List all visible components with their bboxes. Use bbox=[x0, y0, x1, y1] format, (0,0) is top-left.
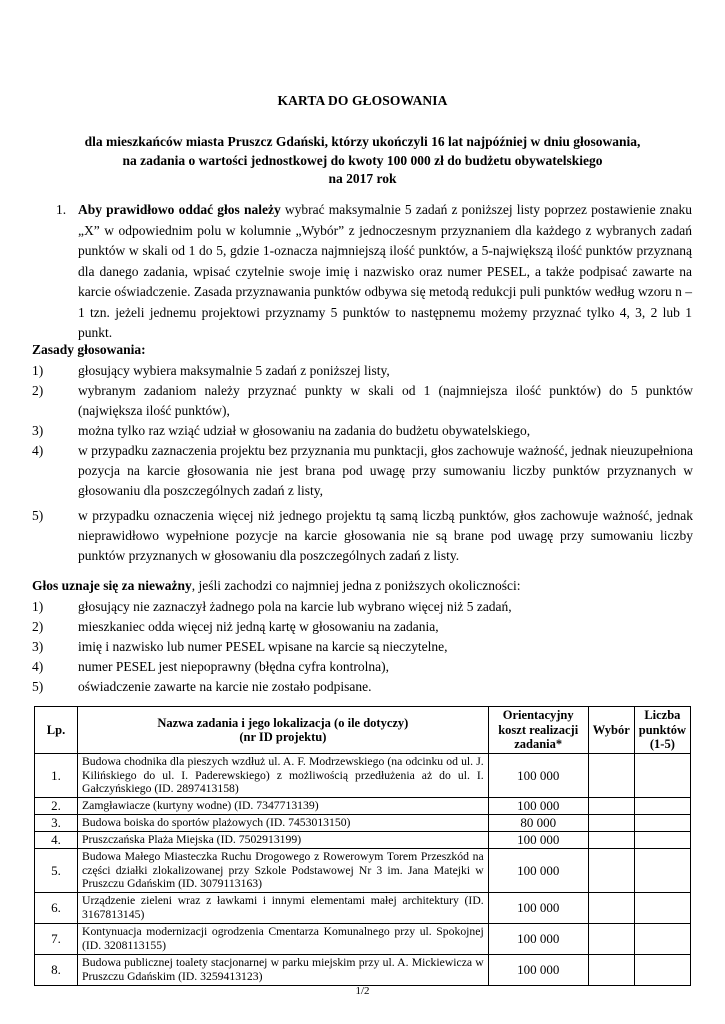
row-cost: 100 000 bbox=[488, 893, 588, 924]
rule-item bbox=[32, 381, 693, 421]
rule-number: 5) bbox=[32, 508, 44, 523]
instruction-text bbox=[78, 200, 692, 344]
subtitle-line: na zadania o wartości jednostkowej do kwoty 100 000 zł do budżetu obywatelskiego bbox=[122, 152, 603, 168]
header-task-name-line: Nazwa zadania i jego lokalizacja (o ile dotyczy) bbox=[157, 715, 409, 730]
invalid-item bbox=[32, 617, 693, 637]
row-cost: 100 000 bbox=[488, 798, 588, 815]
row-task-name: Budowa chodnika dla pieszych wzdłuż ul. A. F. Modrzewskiego (na odcinku od ul. J. Kilińskiego do ul. I. Paderewskiego) z możliwością przedłużenia aż do ul. I. Gałczyńskiego (ID. 2897413158) bbox=[78, 754, 489, 798]
table-row bbox=[35, 815, 691, 832]
invalid-text: imię i nazwisko lub numer PESEL wpisane na karcie są nieczytelne, bbox=[78, 639, 448, 654]
choice-cell[interactable] bbox=[588, 754, 634, 798]
points-cell[interactable] bbox=[634, 815, 690, 832]
invalid-text: oświadczenie zawarte na karcie nie zostało podpisane. bbox=[78, 679, 372, 694]
rule-number: 4) bbox=[32, 443, 44, 458]
invalid-text: głosujący nie zaznaczył żadnego pola na karcie lub wybrano więcej niż 5 zadań, bbox=[78, 599, 512, 614]
points-cell[interactable] bbox=[634, 798, 690, 815]
header-task-name bbox=[78, 707, 489, 754]
choice-cell[interactable] bbox=[588, 893, 634, 924]
invalid-heading-bold: Głos uznaje się za nieważny bbox=[32, 578, 192, 593]
invalid-heading-rest: , jeśli zachodzi co najmniej jedna z poniższych okoliczności: bbox=[191, 578, 521, 593]
invalid-list bbox=[32, 597, 693, 697]
row-cost: 100 000 bbox=[488, 754, 588, 798]
choice-cell[interactable] bbox=[588, 955, 634, 986]
header-task-name-line: (nr ID projektu) bbox=[239, 730, 327, 744]
rule-text: w przypadku oznaczenia więcej niż jednego projektu tą samą liczbą punktów, głos zachowuje ważność, jednak nieprawidłowo wypełnione pozycje na karcie głosowania nie są brane pod uwagę przy sumowaniu liczby punktów przyznanych w głosowaniu dla poszczególnych zadań z listy. bbox=[78, 508, 693, 563]
rule-text: głosujący wybiera maksymalnie 5 zadań z poniższej listy, bbox=[78, 363, 390, 378]
rule-number: 3) bbox=[32, 423, 44, 438]
invalid-number: 1) bbox=[32, 599, 44, 614]
row-lp: 5. bbox=[35, 849, 78, 893]
table-row bbox=[35, 924, 691, 955]
points-cell[interactable] bbox=[634, 849, 690, 893]
voting-instructions bbox=[56, 200, 692, 344]
invalid-text: mieszkaniec odda więcej niż jedną kartę w głosowaniu na zadania, bbox=[78, 619, 439, 634]
rule-item bbox=[32, 506, 693, 566]
points-cell[interactable] bbox=[634, 924, 690, 955]
invalid-item bbox=[32, 597, 693, 617]
row-lp: 8. bbox=[35, 955, 78, 986]
row-lp: 3. bbox=[35, 815, 78, 832]
invalid-text: numer PESEL jest niepoprawny (błędna cyfra kontrolna), bbox=[78, 659, 390, 674]
row-lp: 6. bbox=[35, 893, 78, 924]
row-cost: 100 000 bbox=[488, 924, 588, 955]
rule-text: w przypadku zaznaczenia projektu bez przyznania mu punktacji, głos zachowuje ważność, jednak nieuzupełniona pozycja na karcie głosowania nie jest brana pod uwagę przy sumowaniu liczby punktów przyznanych w głosowaniu dla poszczególnych zadań z listy, bbox=[78, 443, 693, 498]
row-cost: 100 000 bbox=[488, 832, 588, 849]
invalid-number: 5) bbox=[32, 679, 44, 694]
row-task-name: Urządzenie zieleni wraz z ławkami i innymi elementami małej architektury (ID. 3167813145) bbox=[78, 893, 489, 924]
voting-table bbox=[34, 706, 691, 986]
table-row bbox=[35, 955, 691, 986]
points-cell[interactable] bbox=[634, 955, 690, 986]
row-task-name: Kontynuacja modernizacji ogrodzenia Cmentarza Komunalnego przy ul. Spokojnej (ID. 3208113155) bbox=[78, 924, 489, 955]
table-header-row bbox=[35, 707, 691, 754]
subtitle-line: dla mieszkańców miasta Pruszcz Gdański, którzy ukończyli 16 lat najpóźniej w dniu głosowania, bbox=[84, 134, 641, 149]
row-cost: 100 000 bbox=[488, 955, 588, 986]
row-lp: 2. bbox=[35, 798, 78, 815]
table-row bbox=[35, 849, 691, 893]
rules-heading: Zasady głosowania: bbox=[32, 342, 146, 357]
subtitle-line: na 2017 rok bbox=[328, 171, 397, 186]
row-task-name: Budowa publicznej toalety stacjonarnej w parku miejskim przy ul. A. Mickiewicza w Pruszczu Gdańskim (ID. 3259413123) bbox=[78, 955, 489, 986]
rule-item bbox=[32, 421, 693, 441]
rule-text: wybranym zadaniom należy przyznać punkty w skali od 1 (najmniejsza ilość punktów) do 5 punktów (największa ilość punktów), bbox=[78, 383, 693, 418]
row-task-name: Budowa Małego Miasteczka Ruchu Drogowego z Rowerowym Torem Przeszkód na części działki zlokalizowanej przy Szkole Podstawowej Nr 3 im. Jana Matejki w Pruszczu Gdańskim (ID. 3079113163) bbox=[78, 849, 489, 893]
header-lp: Lp. bbox=[35, 707, 78, 754]
row-task-name: Zamgławiacze (kurtyny wodne) (ID. 7347713139) bbox=[78, 798, 489, 815]
table-row bbox=[35, 798, 691, 815]
rule-item bbox=[32, 441, 693, 501]
header-cost: Orientacyjny koszt realizacji zadania* bbox=[488, 707, 588, 754]
row-cost: 100 000 bbox=[488, 849, 588, 893]
invalid-heading bbox=[32, 578, 521, 594]
points-cell[interactable] bbox=[634, 893, 690, 924]
choice-cell[interactable] bbox=[588, 832, 634, 849]
row-cost: 80 000 bbox=[488, 815, 588, 832]
invalid-number: 2) bbox=[32, 619, 44, 634]
row-lp: 1. bbox=[35, 754, 78, 798]
invalid-number: 3) bbox=[32, 639, 44, 654]
row-lp: 4. bbox=[35, 832, 78, 849]
invalid-item bbox=[32, 677, 693, 697]
header-points: Liczba punktów (1-5) bbox=[634, 707, 690, 754]
rule-item bbox=[32, 361, 693, 381]
choice-cell[interactable] bbox=[588, 924, 634, 955]
rule-number: 2) bbox=[32, 383, 44, 398]
header-choice: Wybór bbox=[588, 707, 634, 754]
rules-list bbox=[32, 361, 693, 566]
table-row bbox=[35, 893, 691, 924]
choice-cell[interactable] bbox=[588, 815, 634, 832]
table-row bbox=[35, 832, 691, 849]
instruction-body: wybrać maksymalnie 5 zadań z poniższej listy poprzez postawienie znaku „X” w odpowiednim polu w kolumnie „Wybór” z jednoczesnym przyznaniem dla każdego z wybranych zadań punktów w skali od 1 do 5, gdzie 1-oznacza najmniejszą ilość punktów, a 5-największą ilość punktów przyznaną dla danego zadania, wpisać czytelnie swoje imię i nazwisko oraz numer PESEL, a także podpisać zawarte na karcie oświadczenie. Zasada przyznawania punktów odbywa się metodą redukcji puli punktów według wzoru n – 1 tzn. jeżeli jednemu projektowi przyznamy 5 punktów to następnemu możemy przyznać tylko 4, 3, 2 lub 1 punkt. bbox=[78, 202, 692, 340]
invalid-item bbox=[32, 637, 693, 657]
row-task-name: Pruszczańska Plaża Miejska (ID. 7502913199) bbox=[78, 832, 489, 849]
invalid-item bbox=[32, 657, 693, 677]
document-title: KARTA DO GŁOSOWANIA bbox=[277, 93, 448, 108]
table-row bbox=[35, 754, 691, 798]
row-lp: 7. bbox=[35, 924, 78, 955]
points-cell[interactable] bbox=[634, 832, 690, 849]
page-number: 1/2 bbox=[355, 985, 370, 997]
rule-text: można tylko raz wziąć udział w głosowaniu na zadania do budżetu obywatelskiego, bbox=[78, 423, 531, 438]
instruction-number: 1. bbox=[56, 202, 67, 217]
choice-cell[interactable] bbox=[588, 849, 634, 893]
document-subtitle bbox=[40, 133, 685, 189]
instruction-bold: Aby prawidłowo oddać głos należy bbox=[78, 202, 281, 217]
rule-number: 1) bbox=[32, 363, 44, 378]
points-cell[interactable] bbox=[634, 754, 690, 798]
invalid-number: 4) bbox=[32, 659, 44, 674]
row-task-name: Budowa boiska do sportów plażowych (ID. 7453013150) bbox=[78, 815, 489, 832]
choice-cell[interactable] bbox=[588, 798, 634, 815]
